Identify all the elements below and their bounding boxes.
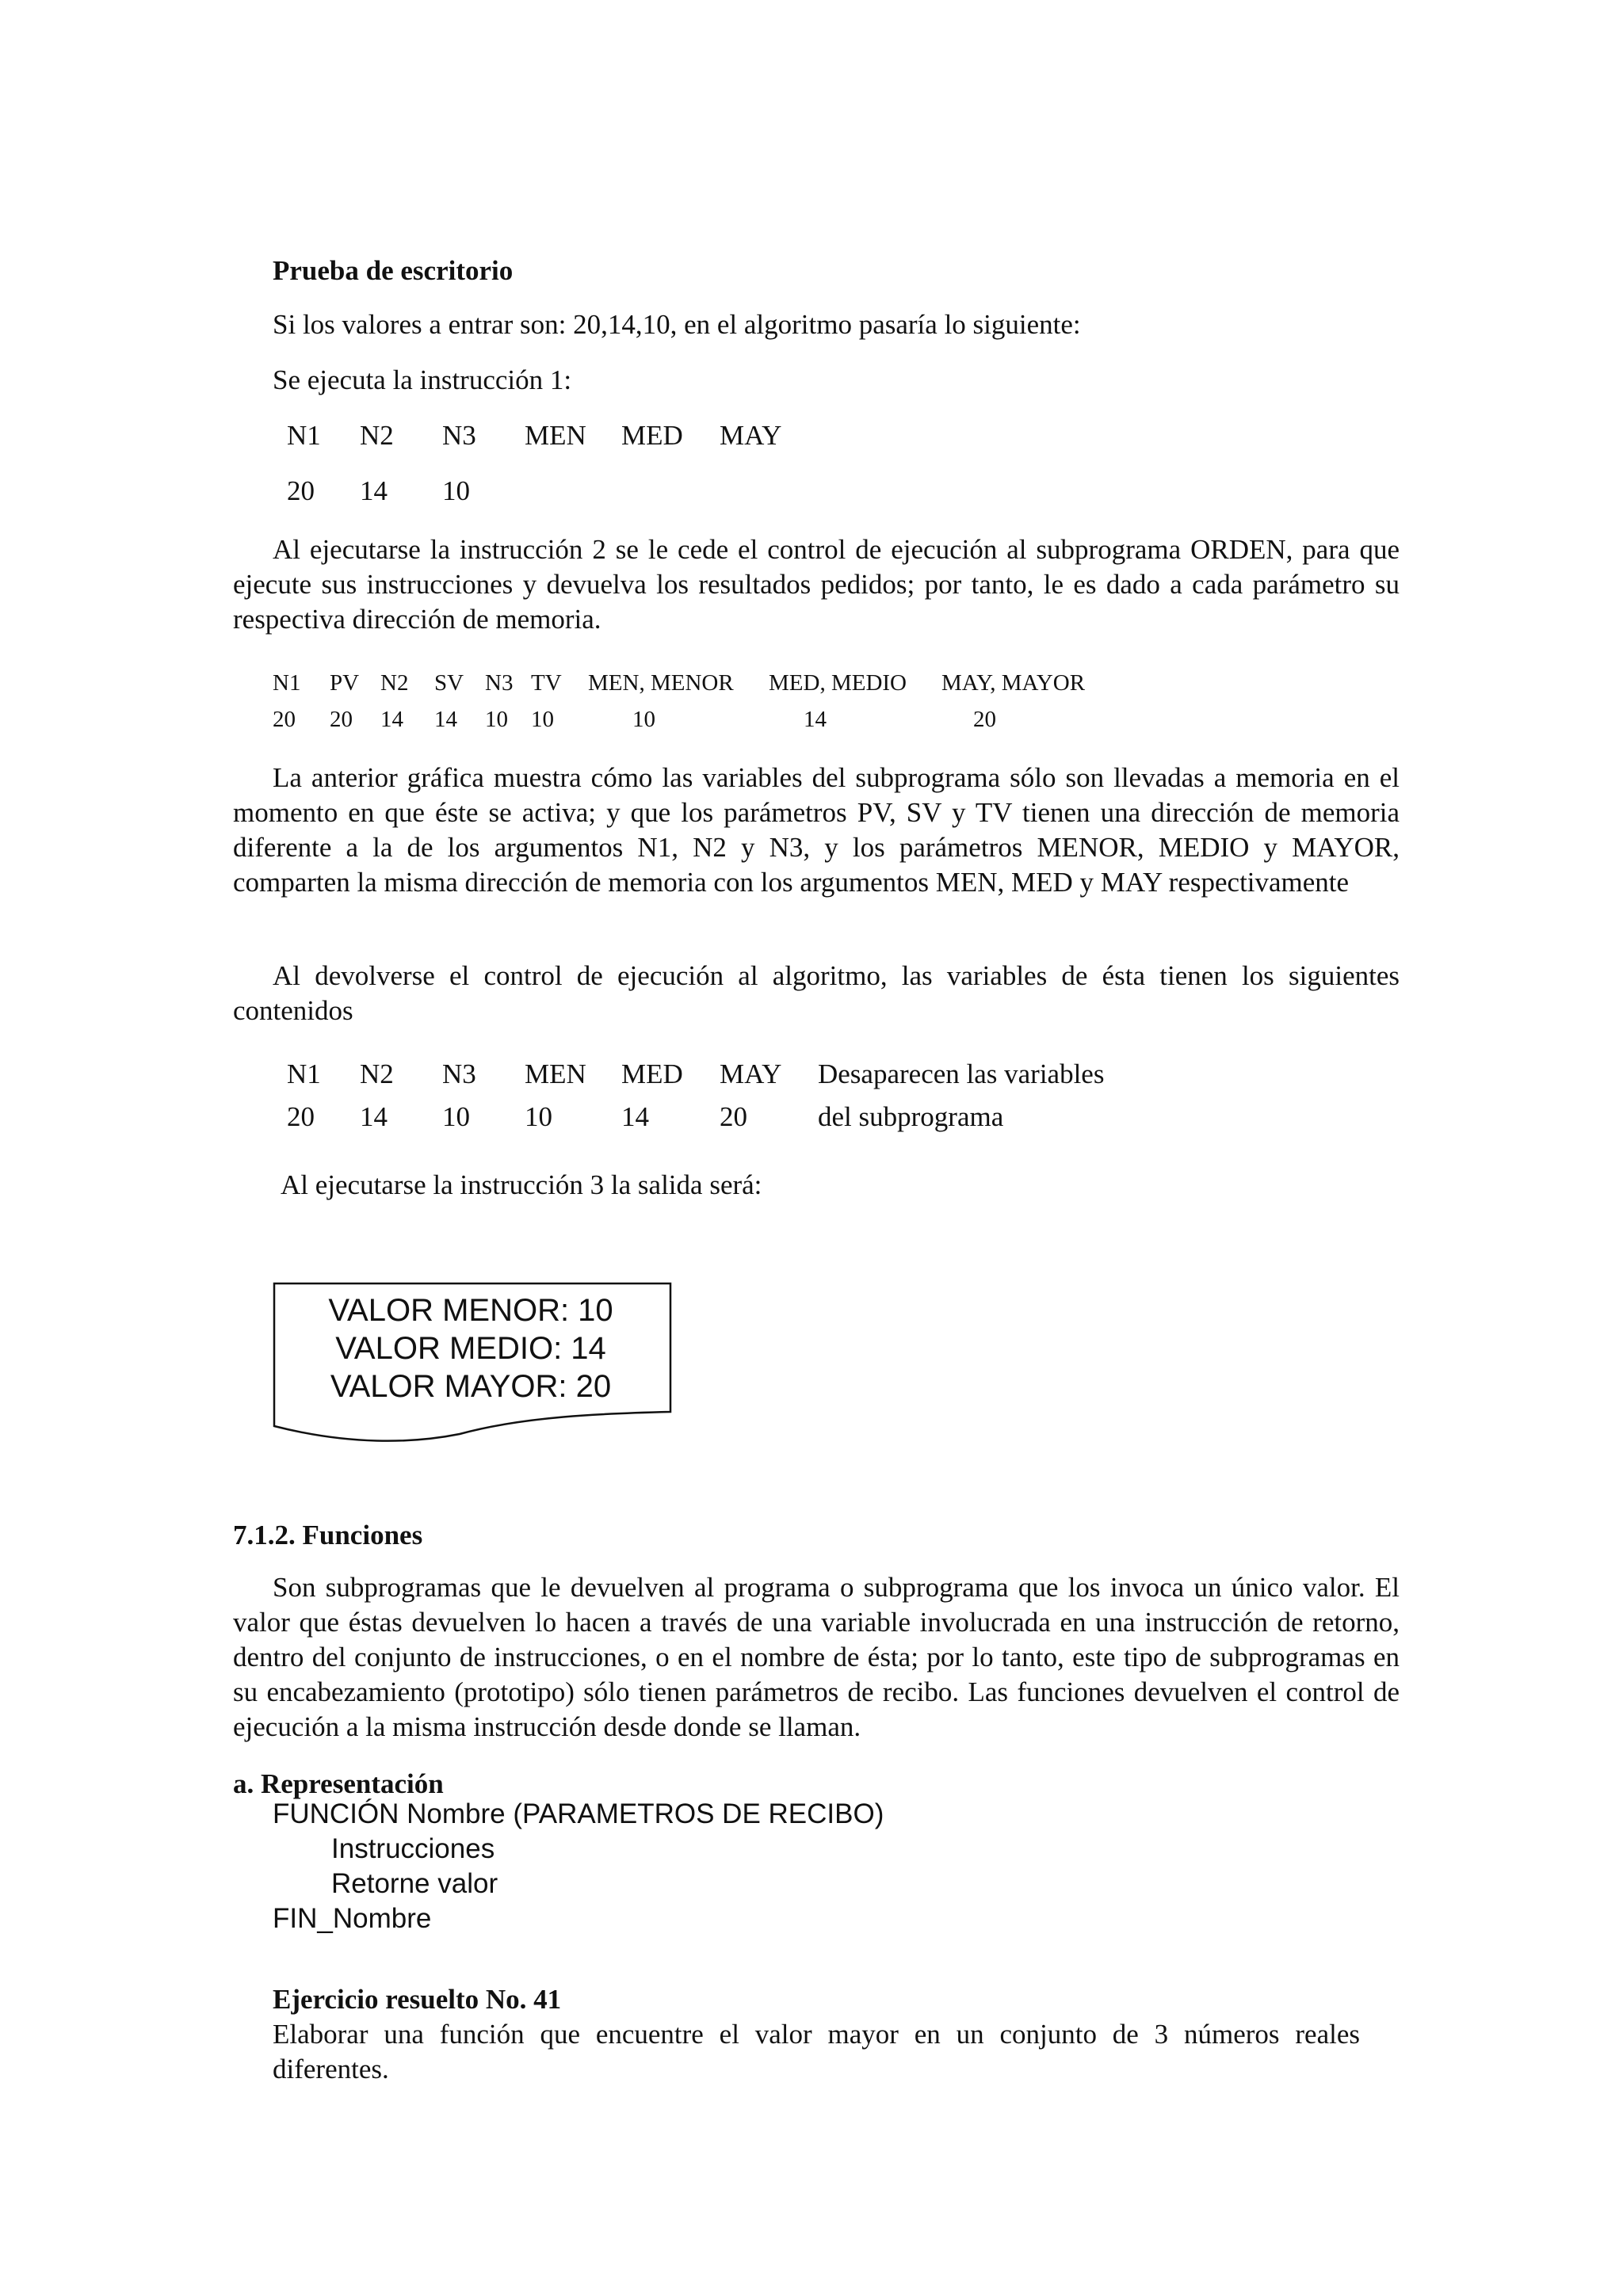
output-line: VALOR MEDIO: 14 — [335, 1331, 606, 1366]
table1-header: MAY — [720, 420, 782, 451]
table3-note: del subprograma — [818, 1101, 1004, 1132]
output-line: VALOR MAYOR: 20 — [330, 1369, 612, 1404]
table3-value: 10 — [525, 1101, 552, 1132]
table3-header: N1 — [287, 1058, 321, 1089]
table2-header: TV — [531, 670, 562, 696]
representation-heading: a. Representación — [233, 1768, 444, 1799]
table3-note: Desaparecen las variables — [818, 1058, 1105, 1089]
table3-value: 10 — [442, 1101, 470, 1132]
table2-header: MAY, MAYOR — [941, 670, 1086, 696]
code-line-header: FUNCIÓN Nombre (PARAMETROS DE RECIBO) — [273, 1798, 884, 1829]
table1-header: N2 — [360, 420, 394, 451]
table3-value: 14 — [360, 1101, 388, 1132]
table3-header: MEN — [525, 1058, 586, 1089]
desk-test-line-1: Si los valores a entrar son: 20,14,10, en el algoritmo pasaría lo siguiente: — [273, 309, 1081, 340]
paragraph-orden-text: Al ejecutarse la instrucción 2 se le cede el control de ejecución al subprograma ORDEN, para que ejecute sus instrucciones y devuelva los resultados pedidos; por tanto, le es dado a cada parámetro su respectiva dirección de memoria. — [233, 534, 1400, 635]
functions-heading: 7.1.2. Funciones — [233, 1520, 423, 1550]
table3-header-row — [287, 1057, 1104, 1092]
paragraph-graphic-text: La anterior gráfica muestra cómo las variables del subprograma sólo son llevadas a memoria en el momento en que éste se activa; y que los parámetros PV, SV y TV tienen una dirección de memoria diferente a la de los argumentos N1, N2 y N3, y los parámetros MENOR, MEDIO y MAYOR, comparten la misma dirección de memoria con los argumentos MEN, MED y MAY respectivamente — [233, 762, 1400, 898]
code-line-body: Instrucciones — [331, 1833, 495, 1864]
table2-value: 14 — [434, 707, 457, 732]
table1-header: MEN — [525, 420, 586, 451]
table3-header: MAY — [720, 1058, 782, 1089]
functions-paragraph-text: Son subprogramas que le devuelven al programa o subprograma que los invoca un único valor. El valor que éstas devuelven lo hacen a través de una variable involucrada en una instrucción de retorno, dentro del conjunto de instrucciones, o en el nombre de ésta; por lo tanto, este tipo de subprogramas en su encabezamiento (prototipo) sólo tienen parámetros de recibo. Las funciones devuelven el control de ejecución a la misma instrucción desde donde se llaman. — [233, 1572, 1400, 1742]
table3-value: 14 — [621, 1101, 649, 1132]
table3-header: MED — [621, 1058, 683, 1089]
table2-value: 20 — [273, 707, 296, 732]
table1-header: N1 — [287, 420, 321, 451]
paragraph-return-text: Al devolverse el control de ejecución al algoritmo, las variables de ésta tienen los siguientes contenidos — [233, 960, 1400, 1026]
table2-value-row — [273, 702, 996, 737]
exercise-text: Elaborar una función que encuentre el valor mayor en un conjunto de 3 números reales diferentes. — [273, 2019, 1360, 2084]
desk-test-heading: Prueba de escritorio — [273, 255, 514, 286]
table2-header: MEN, MENOR — [588, 670, 734, 696]
code-line-body: Retorne valor — [331, 1868, 498, 1899]
table2-header: N3 — [485, 670, 514, 696]
paragraph-return — [233, 959, 1400, 1028]
table1-header: MED — [621, 420, 683, 451]
table3-value: 20 — [720, 1101, 747, 1132]
table3-header: N2 — [360, 1058, 394, 1089]
functions-paragraph — [233, 1570, 1400, 1745]
table1-value: 14 — [360, 475, 388, 506]
desk-test-line-3: Al ejecutarse la instrucción 3 la salida será: — [281, 1169, 762, 1200]
table1-value-row — [287, 474, 470, 509]
table2-value: 10 — [531, 707, 554, 732]
table1-header-row — [287, 418, 781, 453]
table3-value-row — [287, 1100, 1003, 1135]
table2-value: 20 — [973, 707, 996, 732]
table2-value: 10 — [485, 707, 508, 732]
table3-header: N3 — [442, 1058, 476, 1089]
exercise-heading: Ejercicio resuelto No. 41 — [273, 1984, 562, 2015]
table2-value: 14 — [804, 707, 827, 732]
table2-header: MED, MEDIO — [769, 670, 907, 696]
desk-test-line-2: Se ejecuta la instrucción 1: — [273, 364, 572, 395]
code-line-end: FIN_Nombre — [273, 1903, 432, 1934]
table2-value: 10 — [632, 707, 655, 732]
table1-value: 10 — [442, 475, 470, 506]
paragraph-orden — [233, 532, 1400, 637]
paragraph-graphic — [233, 761, 1400, 900]
table2-value: 14 — [380, 707, 403, 732]
table2-header-row — [273, 666, 1085, 700]
table2-header: N2 — [380, 670, 409, 696]
table2-header: N1 — [273, 670, 301, 696]
table1-value: 20 — [287, 475, 315, 506]
table1-header: N3 — [442, 420, 476, 451]
output-line: VALOR MENOR: 10 — [328, 1293, 613, 1328]
table2-header: SV — [434, 670, 464, 696]
table2-value: 20 — [330, 707, 353, 732]
table3-value: 20 — [287, 1101, 315, 1132]
table2-header: PV — [330, 670, 360, 696]
